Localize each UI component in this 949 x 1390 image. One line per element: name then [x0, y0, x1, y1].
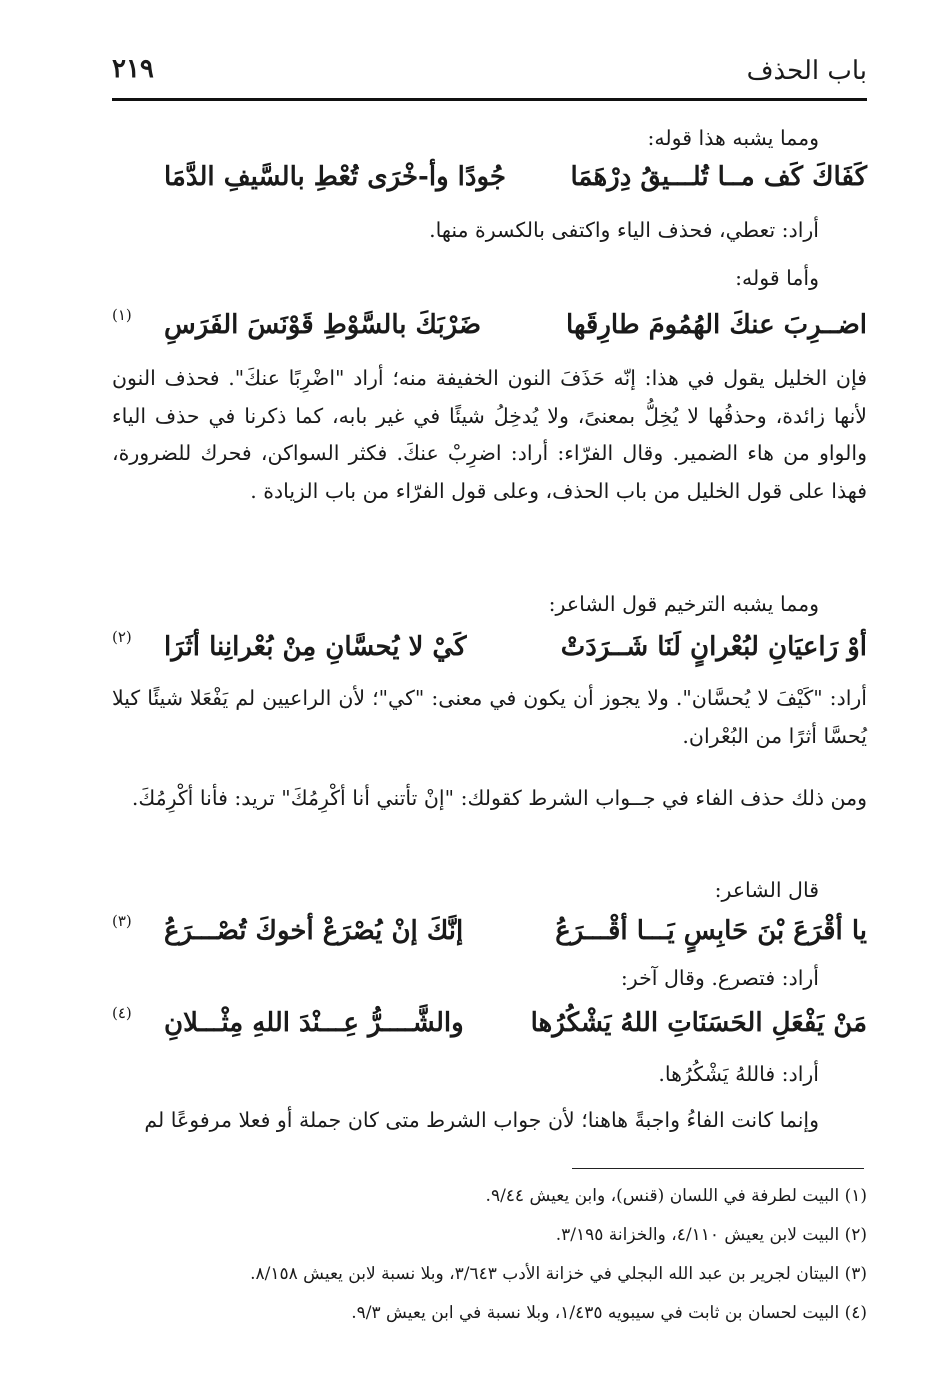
- explanation-line-5: أراد: فاللهُ يَشْكُرُها.: [658, 1062, 819, 1086]
- explanation-line-1: أراد: تعطي، فحذف الياء واكتفى بالكسرة منها.: [429, 218, 819, 242]
- verse-1-second-hemistich: جُودًا وأ-خْرَى تُعْطِ بالسَّيفِ الدَّمَا: [164, 162, 506, 192]
- verse-5-first-hemistich: مَنْ يَفْعَلِ الحَسَنَاتِ اللهُ يَشْكُرُها: [530, 1008, 867, 1038]
- footnote-1: (١) البيت لطرفة في اللسان (قنس)، وابن يعيش ٩/٤٤.: [485, 1186, 867, 1206]
- intro-line-3: ومما يشبه الترخيم قول الشاعر:: [548, 592, 819, 616]
- verse-5: [112, 1004, 867, 1058]
- verse-4-first-hemistich: يا أقْرَعَ بْنَ حَابِسٍ يَـــا أقْـــرَعُ: [555, 916, 867, 946]
- verse-3: [112, 628, 867, 682]
- verse-2-first-hemistich: اضــرِبَ عنكَ الهُمُومَ طارِقَها: [566, 310, 867, 340]
- footnote-2: (٢) البيت لابن يعيش ٤/١١٠، والخزانة ٣/١٩٥.: [555, 1225, 867, 1245]
- verse-2-second-hemistich: ضَرْبَكَ بالسَّوْطِ قَوْنَسَ الفَرَسِ: [164, 310, 482, 340]
- verse-1-first-hemistich: كَفَاكَ كَف مــا تُلـــيقُ دِرْهَمَا: [570, 162, 867, 192]
- footnote-4: (٤) البيت لحسان بن ثابت في سيبويه ١/٤٣٥، وبلا نسبة في ابن يعيش ٩/٣.: [351, 1303, 867, 1323]
- page-header: [112, 44, 867, 100]
- verse-3-second-hemistich: كَيْ لا يُحسَّانِ مِنْ بُعْرانِنا أثَرَا: [164, 632, 467, 662]
- intro-line-5: أراد: فتصرع. وقال آخر:: [620, 966, 819, 990]
- verse-2: [112, 306, 867, 360]
- footnote-3: (٣) البيتان لجرير بن عبد الله البجلي في خزانة الأدب ٣/٦٤٣، وبلا نسبة لابن يعيش ٨/١٥٨.: [250, 1264, 867, 1284]
- verse-4: [112, 912, 867, 966]
- paragraph-1: فإن الخليل يقول في هذا: إنّه حَذَفَ النون الخفيفة منه؛ أراد "اضْرِبًا عنكَ". فحذف النون لأنها زائدة، وحذفُها لا يُخِلُّ بمعنىً، ولا يُدخِلُ شيئًا في غير بابه، كما ذكرنا في حذف الياء والواو من هاء الضمير. وقال الفرّاء: أراد: اضرِبْ عنكَ. فكثر السواكن، فحرك للضرورة، فهذا على قول الخليل من باب الحذف، وعلى قول الفرّاء من باب الزيادة .: [112, 366, 867, 503]
- footnote-rule: [572, 1168, 864, 1169]
- intro-line-4: قال الشاعر:: [714, 878, 819, 902]
- verse-3-footnote-ref: (٢): [112, 628, 132, 646]
- verse-5-second-hemistich: والشَّــــرُّ عِـــنْدَ اللهِ مِثْـــلانِ: [164, 1008, 464, 1038]
- verse-4-footnote-ref: (٣): [112, 912, 132, 930]
- verse-5-footnote-ref: (٤): [112, 1004, 132, 1022]
- verse-1: [112, 162, 867, 212]
- page-number: ٢١٩: [112, 54, 154, 84]
- paragraph-2: أراد: "كَيْفَ لا يُحسَّان". ولا يجوز أن يكون في معنى: "كي"؛ لأن الراعيين لم يَفْعَلا شيئًا كيلا يُحسَّا أثرًا من البُعْران.: [112, 686, 867, 748]
- chapter-title: باب الحذف: [746, 56, 867, 86]
- verse-3-first-hemistich: أوْ رَاعيَانِ لبُعْرانٍ لَنَا شَــرَدَتْ: [560, 632, 867, 662]
- header-rule: [112, 98, 867, 101]
- intro-line-1: ومما يشبه هذا قوله:: [647, 126, 819, 150]
- paragraph-4: وإنما كانت الفاءُ واجبةً هاهنا؛ لأن جواب الشرط متى كان جملة أو فعلا مرفوعًا لم: [144, 1108, 819, 1132]
- intro-line-2: وأما قوله:: [735, 266, 819, 290]
- verse-2-footnote-ref: (١): [112, 306, 132, 324]
- verse-4-second-hemistich: إنَّكَ إنْ يُصْرَعْ أخوكَ تُصْـــرَعُ: [164, 916, 464, 946]
- paragraph-3: ومن ذلك حذف الفاء في جــواب الشرط كقولك: "إنْ تأتني أنا أكْرِمُكَ" تريد: فأنا أكْرِمُكَ.: [131, 786, 867, 810]
